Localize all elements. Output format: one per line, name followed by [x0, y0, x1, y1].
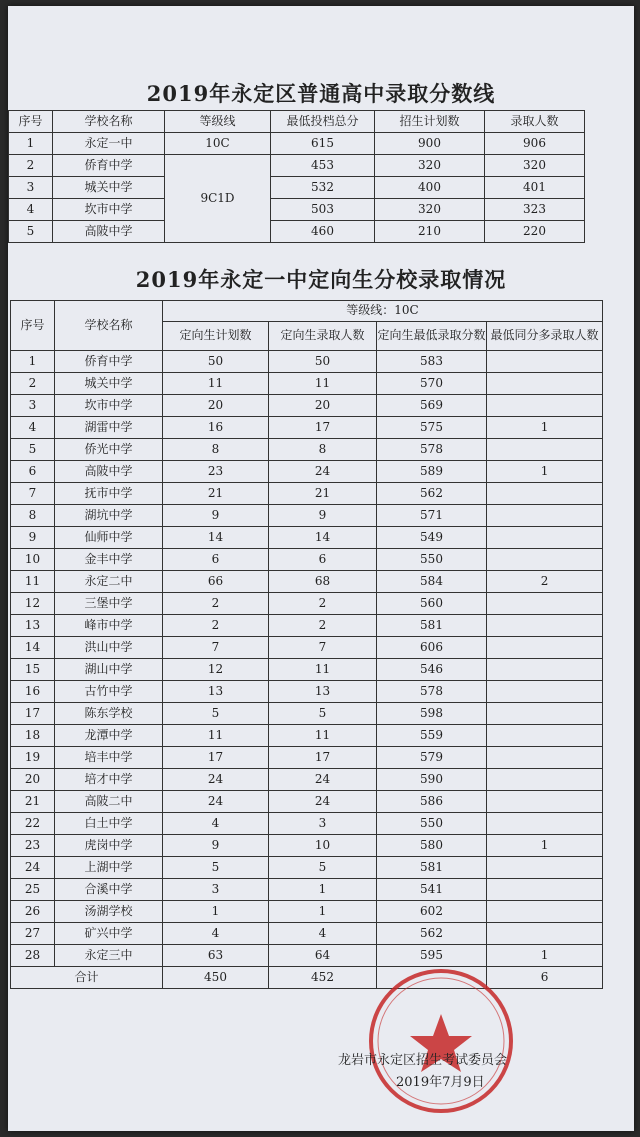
plan-count: 2	[163, 593, 269, 615]
school-name: 培丰中学	[55, 747, 163, 769]
min-score: 590	[377, 769, 487, 791]
school-name: 侨光中学	[55, 439, 163, 461]
min-score: 550	[377, 813, 487, 835]
table-row	[11, 769, 603, 791]
admit-count: 5	[269, 857, 377, 879]
table-row	[11, 505, 603, 527]
table-row	[11, 549, 603, 571]
min-score: 589	[377, 461, 487, 483]
admit-count: 320	[485, 155, 585, 177]
table-row	[11, 439, 603, 461]
plan-count: 2	[163, 615, 269, 637]
row-index: 7	[11, 483, 55, 505]
table-row	[11, 527, 603, 549]
table-row	[11, 659, 603, 681]
admit-count: 7	[269, 637, 377, 659]
min-score: 579	[377, 747, 487, 769]
table-row	[11, 703, 603, 725]
extra-count	[487, 703, 603, 725]
row-index: 1	[9, 133, 53, 155]
table2-title: 2019年永定一中定向生分校录取情况	[135, 267, 507, 292]
extra-count	[487, 923, 603, 945]
table-row	[11, 879, 603, 901]
school-name: 永定一中	[53, 133, 165, 155]
plan-count: 320	[375, 155, 485, 177]
row-index: 8	[11, 505, 55, 527]
extra-count	[487, 373, 603, 395]
row-index: 5	[9, 221, 53, 243]
plan-count: 13	[163, 681, 269, 703]
school-name: 永定二中	[55, 571, 163, 593]
issuer-text: 龙岩市永定区招生考试委员会	[338, 1053, 508, 1068]
row-index: 5	[11, 439, 55, 461]
extra-count	[487, 483, 603, 505]
header-cell: 序号	[9, 111, 53, 133]
admit-count: 3	[269, 813, 377, 835]
admit-count: 11	[269, 373, 377, 395]
directed-admission-table	[10, 300, 603, 989]
plan-count: 9	[163, 835, 269, 857]
min-score: 550	[377, 549, 487, 571]
table-row	[9, 221, 585, 243]
row-index: 20	[11, 769, 55, 791]
min-score: 532	[271, 177, 375, 199]
header-cell: 定向生计划数	[163, 322, 269, 351]
school-name: 培才中学	[55, 769, 163, 791]
table-row	[9, 177, 585, 199]
min-score: 546	[377, 659, 487, 681]
header-cell: 学校名称	[55, 301, 163, 351]
min-score: 602	[377, 901, 487, 923]
admit-count: 11	[269, 725, 377, 747]
row-index: 4	[11, 417, 55, 439]
admit-count: 24	[269, 461, 377, 483]
table-row	[11, 593, 603, 615]
plan-count: 1	[163, 901, 269, 923]
admission-score-table	[8, 110, 585, 243]
plan-count: 3	[163, 879, 269, 901]
row-index: 17	[11, 703, 55, 725]
extra-count	[487, 813, 603, 835]
table-row	[11, 725, 603, 747]
extra-count	[487, 351, 603, 373]
school-name: 坎市中学	[53, 199, 165, 221]
plan-count: 7	[163, 637, 269, 659]
admit-count: 17	[269, 417, 377, 439]
row-index: 22	[11, 813, 55, 835]
table-row	[11, 791, 603, 813]
extra-count	[487, 527, 603, 549]
school-name: 白土中学	[55, 813, 163, 835]
plan-count: 4	[163, 923, 269, 945]
extra-count	[487, 791, 603, 813]
school-name: 仙师中学	[55, 527, 163, 549]
min-score: 581	[377, 857, 487, 879]
table-row	[11, 373, 603, 395]
admit-count: 6	[269, 549, 377, 571]
table-row	[11, 923, 603, 945]
row-index: 10	[11, 549, 55, 571]
issue-date: 2019年7月9日	[396, 1075, 485, 1090]
grade-line: 9C1D	[165, 155, 271, 243]
row-index: 27	[11, 923, 55, 945]
plan-count: 4	[163, 813, 269, 835]
extra-count: 1	[487, 945, 603, 967]
school-name: 城关中学	[53, 177, 165, 199]
plan-count: 5	[163, 857, 269, 879]
row-index: 2	[11, 373, 55, 395]
min-score: 583	[377, 351, 487, 373]
school-name: 洪山中学	[55, 637, 163, 659]
min-score: 581	[377, 615, 487, 637]
table-row	[11, 945, 603, 967]
admit-count: 2	[269, 593, 377, 615]
table-row	[11, 571, 603, 593]
admit-count: 5	[269, 703, 377, 725]
table-row	[11, 483, 603, 505]
extra-count: 1	[487, 461, 603, 483]
min-score: 615	[271, 133, 375, 155]
admit-count: 2	[269, 615, 377, 637]
min-score: 586	[377, 791, 487, 813]
plan-count: 12	[163, 659, 269, 681]
school-name: 高陂中学	[53, 221, 165, 243]
row-index: 19	[11, 747, 55, 769]
plan-count: 50	[163, 351, 269, 373]
school-name: 合溪中学	[55, 879, 163, 901]
table-row	[11, 351, 603, 373]
header-cell: 学校名称	[53, 111, 165, 133]
school-name: 永定三中	[55, 945, 163, 967]
plan-count: 6	[163, 549, 269, 571]
admit-count: 21	[269, 483, 377, 505]
school-name: 高陂中学	[55, 461, 163, 483]
school-name: 侨育中学	[53, 155, 165, 177]
header-cell: 最低同分多录取人数	[487, 322, 603, 351]
admit-count: 68	[269, 571, 377, 593]
plan-count: 24	[163, 791, 269, 813]
total-plan: 450	[163, 967, 269, 989]
admit-count: 24	[269, 791, 377, 813]
row-index: 26	[11, 901, 55, 923]
admit-count: 220	[485, 221, 585, 243]
header-cell: 定向生录取人数	[269, 322, 377, 351]
min-score: 559	[377, 725, 487, 747]
row-index: 3	[9, 177, 53, 199]
extra-count: 2	[487, 571, 603, 593]
row-index: 1	[11, 351, 55, 373]
min-score: 578	[377, 439, 487, 461]
table-row	[11, 681, 603, 703]
admit-count: 20	[269, 395, 377, 417]
plan-count: 320	[375, 199, 485, 221]
table-row	[11, 461, 603, 483]
admit-count: 64	[269, 945, 377, 967]
plan-count: 24	[163, 769, 269, 791]
table-row	[11, 901, 603, 923]
min-score: 578	[377, 681, 487, 703]
admit-count: 11	[269, 659, 377, 681]
min-score: 503	[271, 199, 375, 221]
min-score: 562	[377, 923, 487, 945]
extra-count	[487, 659, 603, 681]
plan-count: 9	[163, 505, 269, 527]
extra-count	[487, 615, 603, 637]
row-index: 13	[11, 615, 55, 637]
table-row	[11, 835, 603, 857]
school-name: 陈东学校	[55, 703, 163, 725]
total-label: 合计	[11, 967, 163, 989]
row-index: 2	[9, 155, 53, 177]
row-index: 14	[11, 637, 55, 659]
plan-count: 17	[163, 747, 269, 769]
row-index: 9	[11, 527, 55, 549]
min-score: 570	[377, 373, 487, 395]
header-cell: 等级线	[165, 111, 271, 133]
admit-count: 4	[269, 923, 377, 945]
min-score: 569	[377, 395, 487, 417]
row-index: 21	[11, 791, 55, 813]
table-row	[11, 615, 603, 637]
min-score: 549	[377, 527, 487, 549]
table2-header-row-1	[11, 301, 603, 322]
row-index: 25	[11, 879, 55, 901]
plan-count: 21	[163, 483, 269, 505]
row-index: 23	[11, 835, 55, 857]
extra-count	[487, 505, 603, 527]
admit-count: 10	[269, 835, 377, 857]
extra-count	[487, 747, 603, 769]
school-name: 湖坑中学	[55, 505, 163, 527]
document-sheet	[8, 6, 634, 1131]
min-score: 584	[377, 571, 487, 593]
plan-count: 900	[375, 133, 485, 155]
school-name: 矿兴中学	[55, 923, 163, 945]
row-index: 18	[11, 725, 55, 747]
school-name: 高陂二中	[55, 791, 163, 813]
admit-count: 8	[269, 439, 377, 461]
row-index: 15	[11, 659, 55, 681]
plan-count: 16	[163, 417, 269, 439]
extra-count	[487, 637, 603, 659]
min-score: 560	[377, 593, 487, 615]
min-score: 598	[377, 703, 487, 725]
extra-count	[487, 769, 603, 791]
plan-count: 400	[375, 177, 485, 199]
school-name: 古竹中学	[55, 681, 163, 703]
grade-line-header: 等级线：10C	[163, 301, 603, 322]
plan-count: 5	[163, 703, 269, 725]
table-row	[11, 417, 603, 439]
extra-count	[487, 593, 603, 615]
plan-count: 63	[163, 945, 269, 967]
school-name: 抚市中学	[55, 483, 163, 505]
school-name: 峰市中学	[55, 615, 163, 637]
extra-count	[487, 725, 603, 747]
table-row	[9, 133, 585, 155]
table-row	[9, 155, 585, 177]
min-score: 460	[271, 221, 375, 243]
min-score: 595	[377, 945, 487, 967]
row-index: 24	[11, 857, 55, 879]
row-index: 11	[11, 571, 55, 593]
school-name: 汤湖学校	[55, 901, 163, 923]
total-admit: 452	[269, 967, 377, 989]
school-name: 龙潭中学	[55, 725, 163, 747]
plan-count: 20	[163, 395, 269, 417]
school-name: 坎市中学	[55, 395, 163, 417]
extra-count	[487, 681, 603, 703]
total-extra: 6	[487, 967, 603, 989]
table-row	[11, 813, 603, 835]
row-index: 28	[11, 945, 55, 967]
plan-count: 11	[163, 725, 269, 747]
plan-count: 66	[163, 571, 269, 593]
grade-line: 10C	[165, 133, 271, 155]
school-name: 金丰中学	[55, 549, 163, 571]
table-row	[11, 747, 603, 769]
admit-count: 906	[485, 133, 585, 155]
plan-count: 8	[163, 439, 269, 461]
school-name: 侨育中学	[55, 351, 163, 373]
row-index: 16	[11, 681, 55, 703]
official-seal-icon	[366, 966, 516, 1116]
extra-count	[487, 549, 603, 571]
admit-count: 1	[269, 879, 377, 901]
min-score: 453	[271, 155, 375, 177]
header-cell: 定向生最低录取分数	[377, 322, 487, 351]
school-name: 三堡中学	[55, 593, 163, 615]
plan-count: 23	[163, 461, 269, 483]
table-row	[11, 395, 603, 417]
plan-count: 11	[163, 373, 269, 395]
extra-count: 1	[487, 835, 603, 857]
admit-count: 1	[269, 901, 377, 923]
row-index: 3	[11, 395, 55, 417]
table-row	[9, 199, 585, 221]
plan-count: 210	[375, 221, 485, 243]
row-index: 12	[11, 593, 55, 615]
table1-header-row	[9, 111, 585, 133]
admit-count: 401	[485, 177, 585, 199]
table-row	[11, 857, 603, 879]
row-index: 4	[9, 199, 53, 221]
min-score: 575	[377, 417, 487, 439]
school-name: 湖山中学	[55, 659, 163, 681]
header-cell: 序号	[11, 301, 55, 351]
admit-count: 24	[269, 769, 377, 791]
extra-count	[487, 395, 603, 417]
table-row	[11, 637, 603, 659]
extra-count	[487, 879, 603, 901]
admit-count: 17	[269, 747, 377, 769]
min-score: 541	[377, 879, 487, 901]
header-cell: 招生计划数	[375, 111, 485, 133]
school-name: 城关中学	[55, 373, 163, 395]
min-score: 562	[377, 483, 487, 505]
school-name: 虎岗中学	[55, 835, 163, 857]
admit-count: 9	[269, 505, 377, 527]
extra-count	[487, 901, 603, 923]
school-name: 湖雷中学	[55, 417, 163, 439]
admit-count: 14	[269, 527, 377, 549]
plan-count: 14	[163, 527, 269, 549]
extra-count	[487, 857, 603, 879]
min-score: 571	[377, 505, 487, 527]
admit-count: 13	[269, 681, 377, 703]
extra-count: 1	[487, 417, 603, 439]
admit-count: 323	[485, 199, 585, 221]
table1-title: 2019年永定区普通高中录取分数线	[146, 81, 496, 106]
school-name: 上湖中学	[55, 857, 163, 879]
extra-count	[487, 439, 603, 461]
row-index: 6	[11, 461, 55, 483]
header-cell: 录取人数	[485, 111, 585, 133]
admit-count: 50	[269, 351, 377, 373]
min-score: 606	[377, 637, 487, 659]
min-score: 580	[377, 835, 487, 857]
header-cell: 最低投档总分	[271, 111, 375, 133]
